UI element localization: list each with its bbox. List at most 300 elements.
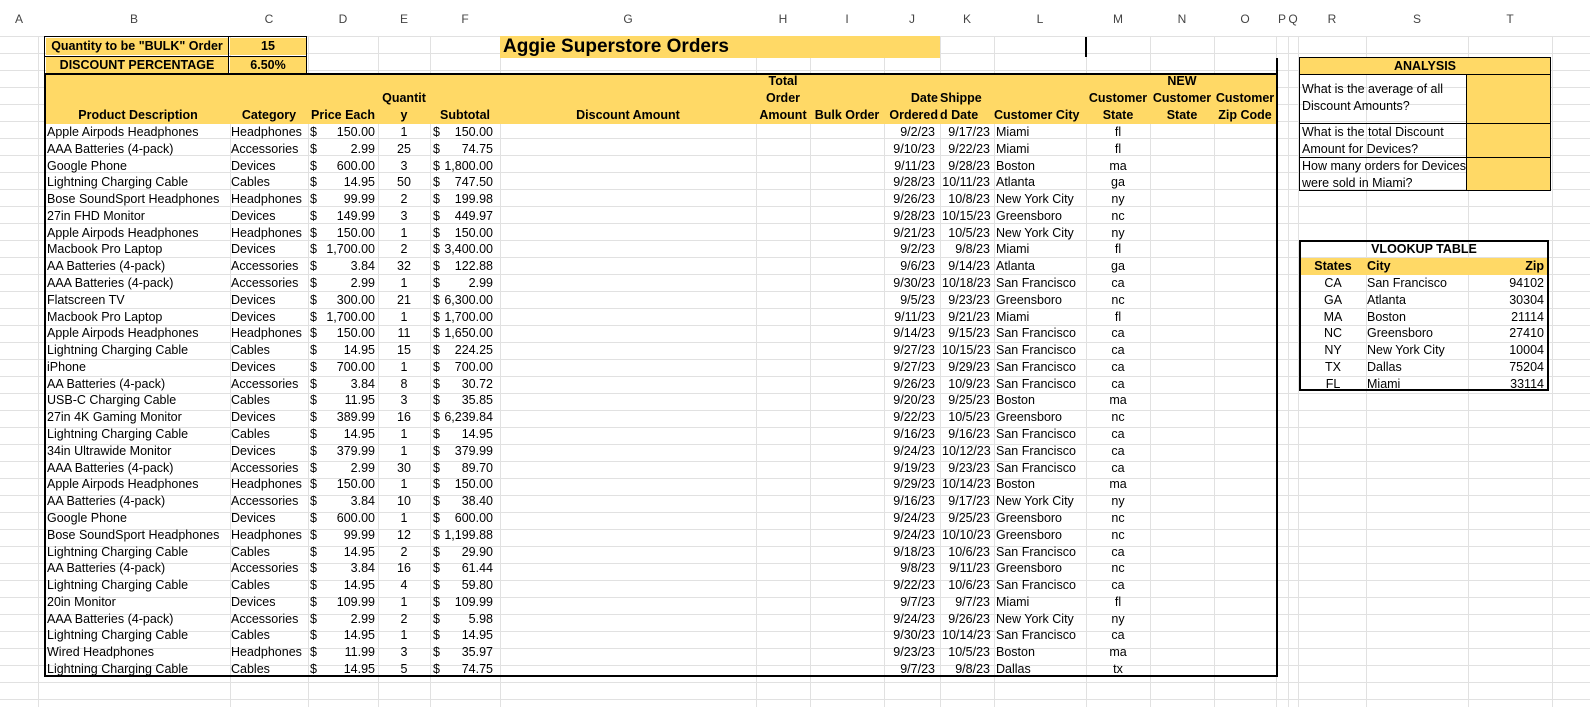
row-price[interactable]: 14.95 [343, 427, 375, 442]
row-date-shipped[interactable]: 10/18/23 [942, 276, 991, 291]
row-qty[interactable]: 3 [400, 645, 408, 660]
row-product[interactable]: Macbook Pro Laptop [47, 309, 163, 324]
row-state[interactable]: nc [1111, 510, 1125, 525]
row-city[interactable]: San Francisco [996, 343, 1076, 358]
row-state[interactable]: ny [1111, 611, 1125, 626]
row-date-ordered[interactable]: 9/26/23 [893, 192, 935, 207]
row-state[interactable]: nc [1111, 527, 1125, 542]
row-qty[interactable]: 50 [397, 175, 411, 190]
row-subtotal[interactable]: 747.50 [454, 175, 493, 190]
row-city[interactable]: New York City [996, 192, 1074, 207]
row-subtotal[interactable]: 224.25 [454, 343, 493, 358]
row-qty[interactable]: 16 [397, 410, 411, 425]
row-date-shipped[interactable]: 9/17/23 [948, 494, 990, 509]
row-price[interactable]: 109.99 [336, 594, 375, 609]
row-category[interactable]: Headphones [231, 225, 302, 240]
row-qty[interactable]: 5 [400, 661, 408, 676]
row-price[interactable]: 300.00 [336, 292, 375, 307]
vlookup-city[interactable]: New York City [1367, 343, 1445, 358]
row-subtotal[interactable]: 59.80 [461, 578, 493, 593]
column-header-7[interactable]: G [623, 12, 633, 26]
row-subtotal[interactable]: 199.98 [454, 192, 493, 207]
row-state[interactable]: ca [1111, 427, 1125, 442]
row-category[interactable]: Cables [231, 343, 270, 358]
row-state[interactable]: nc [1111, 208, 1125, 223]
row-date-ordered[interactable]: 9/30/23 [893, 276, 935, 291]
row-date-ordered[interactable]: 9/7/23 [900, 661, 935, 676]
row-qty[interactable]: 1 [400, 477, 408, 492]
row-state[interactable]: fl [1114, 141, 1122, 156]
column-header-16[interactable]: P [1277, 12, 1286, 26]
row-city[interactable]: San Francisco [996, 359, 1076, 374]
row-category[interactable]: Accessories [231, 259, 299, 274]
row-city[interactable]: Greensboro [996, 208, 1063, 223]
row-price[interactable]: 389.99 [336, 410, 375, 425]
row-price[interactable]: 3.84 [350, 259, 375, 274]
row-product[interactable]: Bose SoundSport Headphones [47, 192, 220, 207]
row-price[interactable]: 3.84 [350, 561, 375, 576]
analysis-answer-1[interactable] [1468, 90, 1548, 107]
row-city[interactable]: Boston [996, 645, 1035, 660]
row-product[interactable]: Apple Airpods Headphones [47, 125, 199, 139]
row-qty[interactable]: 30 [397, 460, 411, 475]
row-subtotal[interactable]: 700.00 [454, 359, 493, 374]
row-state[interactable]: nc [1111, 292, 1125, 307]
vlookup-zip[interactable]: 27410 [1509, 326, 1544, 341]
row-city[interactable]: San Francisco [996, 376, 1076, 391]
row-subtotal[interactable]: 2.99 [468, 276, 493, 291]
column-header-5[interactable]: E [399, 12, 408, 26]
row-category[interactable]: Headphones [231, 192, 302, 207]
column-header-13[interactable]: M [1113, 12, 1123, 26]
row-date-shipped[interactable]: 9/23/23 [948, 292, 990, 307]
row-category[interactable]: Accessories [231, 141, 299, 156]
row-state[interactable]: nc [1111, 561, 1125, 576]
row-city[interactable]: San Francisco [996, 276, 1076, 291]
row-category[interactable]: Devices [231, 510, 276, 525]
row-state[interactable]: ca [1111, 578, 1125, 593]
row-qty[interactable]: 1 [400, 125, 408, 139]
row-date-ordered[interactable]: 9/8/23 [900, 561, 935, 576]
row-city[interactable]: Atlanta [996, 259, 1035, 274]
row-subtotal[interactable]: 600.00 [454, 510, 493, 525]
row-date-shipped[interactable]: 10/5/23 [948, 225, 990, 240]
row-price[interactable]: 150.00 [336, 326, 375, 341]
row-state[interactable]: ca [1111, 443, 1125, 458]
row-product[interactable]: Lightning Charging Cable [47, 343, 189, 358]
row-city[interactable]: San Francisco [996, 578, 1076, 593]
row-price[interactable]: 99.99 [343, 192, 375, 207]
row-category[interactable]: Devices [231, 242, 276, 257]
row-price[interactable]: 379.99 [336, 443, 375, 458]
vlookup-state[interactable]: CA [1324, 276, 1342, 290]
row-date-shipped[interactable]: 10/15/23 [942, 208, 991, 223]
row-subtotal[interactable]: 14.95 [461, 427, 493, 442]
row-category[interactable]: Headphones [231, 125, 302, 139]
row-date-ordered[interactable]: 9/16/23 [893, 427, 935, 442]
row-product[interactable]: Lightning Charging Cable [47, 661, 189, 676]
row-date-shipped[interactable]: 10/8/23 [948, 192, 990, 207]
row-city[interactable]: San Francisco [996, 326, 1076, 341]
row-subtotal[interactable]: 6,300.00 [444, 292, 493, 307]
row-qty[interactable]: 1 [400, 628, 408, 643]
row-qty[interactable]: 16 [397, 561, 411, 576]
row-product[interactable]: Apple Airpods Headphones [47, 477, 199, 492]
row-subtotal[interactable]: 5.98 [468, 611, 493, 626]
row-qty[interactable]: 1 [400, 510, 408, 525]
vlookup-state[interactable]: NY [1324, 343, 1342, 358]
row-price[interactable]: 150.00 [336, 225, 375, 240]
row-qty[interactable]: 2 [400, 544, 408, 559]
row-product[interactable]: Lightning Charging Cable [47, 427, 189, 442]
row-price[interactable]: 3.84 [350, 494, 375, 509]
row-qty[interactable]: 4 [400, 578, 408, 593]
row-date-shipped[interactable]: 9/16/23 [948, 427, 990, 442]
row-state[interactable]: ny [1111, 494, 1125, 509]
vlookup-city[interactable]: Miami [1367, 376, 1401, 391]
row-subtotal[interactable]: 38.40 [461, 494, 493, 509]
row-date-shipped[interactable]: 10/15/23 [942, 343, 991, 358]
row-city[interactable]: Miami [996, 309, 1030, 324]
row-state[interactable]: tx [1113, 661, 1123, 676]
row-price[interactable]: 14.95 [343, 175, 375, 190]
row-product[interactable]: Apple Airpods Headphones [47, 326, 199, 341]
row-price[interactable]: 11.99 [344, 645, 375, 660]
row-subtotal[interactable]: 379.99 [454, 443, 493, 458]
row-state[interactable]: ca [1111, 628, 1125, 643]
column-header-10[interactable]: J [909, 12, 915, 26]
row-category[interactable]: Devices [231, 309, 276, 324]
row-product[interactable]: Lightning Charging Cable [47, 544, 189, 559]
row-date-ordered[interactable]: 9/30/23 [893, 628, 935, 643]
row-city[interactable]: San Francisco [996, 427, 1076, 442]
row-qty[interactable]: 1 [400, 594, 408, 609]
row-category[interactable]: Accessories [231, 276, 299, 291]
row-category[interactable]: Cables [231, 393, 270, 408]
row-qty[interactable]: 2 [400, 192, 408, 207]
row-date-ordered[interactable]: 9/29/23 [893, 477, 935, 492]
row-subtotal[interactable]: 1,650.00 [444, 326, 493, 341]
column-header-8[interactable]: H [778, 12, 788, 26]
row-date-shipped[interactable]: 10/10/23 [942, 527, 991, 542]
row-product[interactable]: Google Phone [47, 158, 127, 173]
vlookup-zip[interactable]: 75204 [1509, 360, 1544, 374]
vlookup-state[interactable]: TX [1325, 360, 1341, 374]
row-city[interactable]: Boston [996, 477, 1035, 492]
row-state[interactable]: ca [1111, 276, 1125, 291]
row-city[interactable]: Greensboro [996, 561, 1063, 576]
row-date-ordered[interactable]: 9/24/23 [893, 611, 935, 626]
row-city[interactable]: Boston [996, 158, 1035, 173]
row-date-shipped[interactable]: 10/6/23 [948, 544, 990, 559]
row-date-shipped[interactable]: 9/17/23 [948, 125, 990, 139]
row-category[interactable]: Devices [231, 594, 276, 609]
row-product[interactable]: 20in Monitor [47, 594, 116, 609]
row-state[interactable]: ga [1111, 175, 1125, 190]
row-state[interactable]: ny [1111, 192, 1125, 207]
row-price[interactable]: 2.99 [350, 276, 375, 291]
row-city[interactable]: Miami [996, 242, 1030, 257]
row-price[interactable]: 150.00 [336, 477, 375, 492]
row-date-ordered[interactable]: 9/22/23 [893, 410, 935, 425]
row-price[interactable]: 2.99 [350, 460, 375, 475]
row-city[interactable]: San Francisco [996, 544, 1076, 559]
row-qty[interactable]: 1 [400, 427, 408, 442]
row-date-shipped[interactable]: 9/25/23 [948, 393, 990, 408]
row-category[interactable]: Accessories [231, 460, 299, 475]
row-qty[interactable]: 3 [400, 208, 408, 223]
row-category[interactable]: Headphones [231, 477, 302, 492]
column-header-17[interactable]: Q [1288, 12, 1298, 26]
row-subtotal[interactable]: 74.75 [461, 141, 493, 156]
row-date-shipped[interactable]: 10/5/23 [948, 410, 990, 425]
row-date-shipped[interactable]: 9/23/23 [948, 460, 990, 475]
row-city[interactable]: Boston [996, 393, 1035, 408]
row-city[interactable]: San Francisco [996, 628, 1076, 643]
column-header-20[interactable]: T [1506, 12, 1514, 26]
row-product[interactable]: iPhone [47, 359, 86, 374]
column-header-4[interactable]: D [338, 12, 348, 26]
row-date-ordered[interactable]: 9/26/23 [893, 376, 935, 391]
row-product[interactable]: AA Batteries (4-pack) [47, 561, 166, 576]
row-category[interactable]: Devices [231, 292, 276, 307]
row-state[interactable]: ma [1109, 158, 1127, 173]
row-price[interactable]: 3.84 [350, 376, 375, 391]
row-subtotal[interactable]: 150.00 [454, 477, 493, 492]
row-subtotal[interactable]: 109.99 [454, 594, 493, 609]
row-state[interactable]: fl [1114, 242, 1122, 257]
row-date-ordered[interactable]: 9/23/23 [893, 645, 935, 660]
vlookup-zip[interactable]: 10004 [1509, 343, 1544, 358]
row-category[interactable]: Accessories [231, 561, 299, 576]
row-subtotal[interactable]: 150.00 [454, 125, 493, 139]
row-product[interactable]: AA Batteries (4-pack) [47, 376, 166, 391]
column-header-6[interactable]: F [461, 12, 469, 26]
row-date-shipped[interactable]: 9/7/23 [955, 594, 990, 609]
analysis-answer-2[interactable] [1468, 132, 1548, 149]
row-product[interactable]: USB-C Charging Cable [47, 393, 177, 408]
row-subtotal[interactable]: 29.90 [461, 544, 493, 559]
row-date-ordered[interactable]: 9/11/23 [894, 158, 935, 173]
vlookup-zip[interactable]: 94102 [1509, 276, 1544, 290]
row-state[interactable]: ca [1111, 460, 1125, 475]
row-category[interactable]: Cables [231, 628, 270, 643]
row-price[interactable]: 1,700.00 [326, 309, 375, 324]
column-header-3[interactable]: C [264, 12, 274, 26]
row-product[interactable]: Apple Airpods Headphones [47, 225, 199, 240]
vlookup-state[interactable]: GA [1323, 292, 1343, 307]
row-date-ordered[interactable]: 9/24/23 [893, 527, 935, 542]
row-product[interactable]: AAA Batteries (4-pack) [47, 141, 174, 156]
row-city[interactable]: Miami [996, 594, 1030, 609]
row-subtotal[interactable]: 122.88 [454, 259, 493, 274]
row-date-shipped[interactable]: 9/25/23 [948, 510, 990, 525]
row-city[interactable]: Atlanta [996, 175, 1035, 190]
row-price[interactable]: 600.00 [336, 510, 375, 525]
row-product[interactable]: Lightning Charging Cable [47, 578, 189, 593]
row-qty[interactable]: 1 [400, 443, 408, 458]
row-date-shipped[interactable]: 9/11/23 [949, 561, 990, 576]
row-date-shipped[interactable]: 10/5/23 [948, 645, 990, 660]
row-date-shipped[interactable]: 9/14/23 [948, 259, 990, 274]
row-qty[interactable]: 15 [397, 343, 411, 358]
row-product[interactable]: Flatscreen TV [47, 292, 125, 307]
row-city[interactable]: Greensboro [996, 410, 1063, 425]
row-date-ordered[interactable]: 9/28/23 [893, 208, 935, 223]
row-price[interactable]: 149.99 [336, 208, 375, 223]
row-category[interactable]: Cables [231, 544, 270, 559]
row-date-shipped[interactable]: 9/21/23 [948, 309, 990, 324]
row-date-ordered[interactable]: 9/19/23 [893, 460, 935, 475]
row-product[interactable]: Wired Headphones [47, 645, 155, 660]
row-qty[interactable]: 10 [397, 494, 411, 509]
column-header-12[interactable]: L [1036, 12, 1044, 26]
row-date-shipped[interactable]: 9/8/23 [955, 661, 990, 676]
row-category[interactable]: Headphones [231, 527, 302, 542]
row-date-ordered[interactable]: 9/5/23 [900, 292, 935, 307]
row-product[interactable]: 34in Ultrawide Monitor [47, 443, 172, 458]
row-state[interactable]: fl [1114, 125, 1122, 139]
row-category[interactable]: Devices [231, 208, 276, 223]
row-price[interactable]: 2.99 [350, 611, 375, 626]
row-subtotal[interactable]: 3,400.00 [444, 242, 493, 257]
row-qty[interactable]: 21 [397, 292, 411, 307]
row-date-ordered[interactable]: 9/27/23 [893, 359, 935, 374]
row-date-ordered[interactable]: 9/11/23 [894, 309, 935, 324]
row-state[interactable]: ma [1109, 393, 1127, 408]
row-qty[interactable]: 11 [397, 326, 411, 341]
row-date-ordered[interactable]: 9/10/23 [893, 141, 935, 156]
row-date-ordered[interactable]: 9/22/23 [893, 578, 935, 593]
row-city[interactable]: Dallas [996, 661, 1031, 676]
row-category[interactable]: Accessories [231, 611, 299, 626]
analysis-answer-3[interactable] [1468, 166, 1548, 183]
row-date-ordered[interactable]: 9/21/23 [893, 225, 935, 240]
row-city[interactable]: Greensboro [996, 527, 1063, 542]
row-date-ordered[interactable]: 9/20/23 [893, 393, 935, 408]
row-city[interactable]: Miami [996, 125, 1030, 139]
row-qty[interactable]: 25 [397, 141, 411, 156]
row-date-shipped[interactable]: 10/14/23 [942, 477, 991, 492]
row-product[interactable]: Google Phone [47, 510, 127, 525]
row-price[interactable]: 14.95 [343, 578, 375, 593]
row-date-ordered[interactable]: 9/27/23 [893, 343, 935, 358]
row-product[interactable]: AAA Batteries (4-pack) [47, 460, 174, 475]
row-product[interactable]: Macbook Pro Laptop [47, 242, 163, 257]
row-date-shipped[interactable]: 10/11/23 [942, 175, 990, 190]
vlookup-city[interactable]: Atlanta [1367, 292, 1406, 307]
row-subtotal[interactable]: 1,199.88 [444, 527, 493, 542]
row-date-ordered[interactable]: 9/7/23 [900, 594, 935, 609]
row-state[interactable]: ma [1109, 645, 1127, 660]
row-state[interactable]: ny [1111, 225, 1125, 240]
row-date-shipped[interactable]: 10/6/23 [948, 578, 990, 593]
row-category[interactable]: Accessories [231, 376, 299, 391]
row-qty[interactable]: 32 [397, 259, 411, 274]
row-subtotal[interactable]: 74.75 [461, 661, 493, 676]
row-category[interactable]: Devices [231, 158, 276, 173]
column-header-18[interactable]: R [1327, 12, 1337, 26]
row-qty[interactable]: 3 [400, 393, 408, 408]
row-state[interactable]: ca [1111, 376, 1125, 391]
discount-percentage-value[interactable]: 6.50% [230, 57, 306, 74]
row-price[interactable]: 11.95 [344, 393, 375, 408]
row-price[interactable]: 14.95 [343, 628, 375, 643]
row-state[interactable]: ca [1111, 326, 1125, 341]
row-subtotal[interactable]: 35.85 [461, 393, 493, 408]
column-header-11[interactable]: K [962, 12, 971, 26]
row-date-shipped[interactable]: 10/14/23 [942, 628, 991, 643]
vlookup-state[interactable]: FL [1325, 376, 1341, 391]
row-qty[interactable]: 12 [397, 527, 411, 542]
row-price[interactable]: 99.99 [343, 527, 375, 542]
row-date-ordered[interactable]: 9/24/23 [893, 443, 935, 458]
row-subtotal[interactable]: 61.44 [461, 561, 493, 576]
row-state[interactable]: fl [1114, 594, 1122, 609]
row-state[interactable]: ma [1109, 477, 1127, 492]
vlookup-state[interactable]: MA [1323, 309, 1343, 324]
row-qty[interactable]: 1 [400, 309, 408, 324]
vlookup-zip[interactable]: 30304 [1509, 292, 1544, 307]
row-qty[interactable]: 1 [400, 225, 408, 240]
row-subtotal[interactable]: 30.72 [461, 376, 493, 391]
row-subtotal[interactable]: 14.95 [461, 628, 493, 643]
row-state[interactable]: ca [1111, 544, 1125, 559]
row-product[interactable]: Lightning Charging Cable [47, 628, 189, 643]
row-date-shipped[interactable]: 9/29/23 [948, 359, 990, 374]
row-city[interactable]: New York City [996, 225, 1074, 240]
vlookup-city[interactable]: Boston [1367, 309, 1406, 324]
row-date-ordered[interactable]: 9/2/23 [900, 242, 935, 257]
row-subtotal[interactable]: 6,239.84 [444, 410, 493, 425]
row-date-shipped[interactable]: 9/22/23 [948, 141, 990, 156]
row-category[interactable]: Headphones [231, 645, 302, 660]
row-product[interactable]: Bose SoundSport Headphones [47, 527, 220, 542]
row-category[interactable]: Cables [231, 578, 270, 593]
row-product[interactable]: AA Batteries (4-pack) [47, 259, 166, 274]
row-city[interactable]: San Francisco [996, 460, 1076, 475]
row-city[interactable]: New York City [996, 611, 1074, 626]
row-state[interactable]: ca [1111, 359, 1125, 374]
vlookup-city[interactable]: Greensboro [1367, 326, 1434, 341]
row-price[interactable]: 1,700.00 [326, 242, 375, 257]
row-price[interactable]: 700.00 [336, 359, 375, 374]
row-price[interactable]: 14.95 [343, 343, 375, 358]
row-date-shipped[interactable]: 10/12/23 [942, 443, 991, 458]
row-city[interactable]: San Francisco [996, 443, 1076, 458]
column-header-14[interactable]: N [1177, 12, 1187, 26]
row-category[interactable]: Devices [231, 410, 276, 425]
row-subtotal[interactable]: 150.00 [454, 225, 493, 240]
row-date-shipped[interactable]: 9/15/23 [948, 326, 990, 341]
row-date-ordered[interactable]: 9/2/23 [900, 125, 935, 139]
vlookup-state[interactable]: NC [1323, 326, 1343, 341]
row-date-shipped[interactable]: 9/28/23 [948, 158, 990, 173]
row-category[interactable]: Devices [231, 359, 276, 374]
row-price[interactable]: 600.00 [336, 158, 375, 173]
row-price[interactable]: 150.00 [336, 125, 375, 139]
row-price[interactable]: 2.99 [350, 141, 375, 156]
row-price[interactable]: 14.95 [343, 661, 375, 676]
row-product[interactable]: AAA Batteries (4-pack) [47, 276, 174, 291]
row-product[interactable]: 27in 4K Gaming Monitor [47, 410, 182, 425]
column-header-1[interactable]: A [14, 12, 23, 26]
row-subtotal[interactable]: 35.97 [461, 645, 493, 660]
row-product[interactable]: Lightning Charging Cable [47, 175, 189, 190]
column-header-2[interactable]: B [129, 12, 138, 26]
row-category[interactable]: Cables [231, 661, 270, 676]
row-product[interactable]: 27in FHD Monitor [47, 208, 145, 223]
